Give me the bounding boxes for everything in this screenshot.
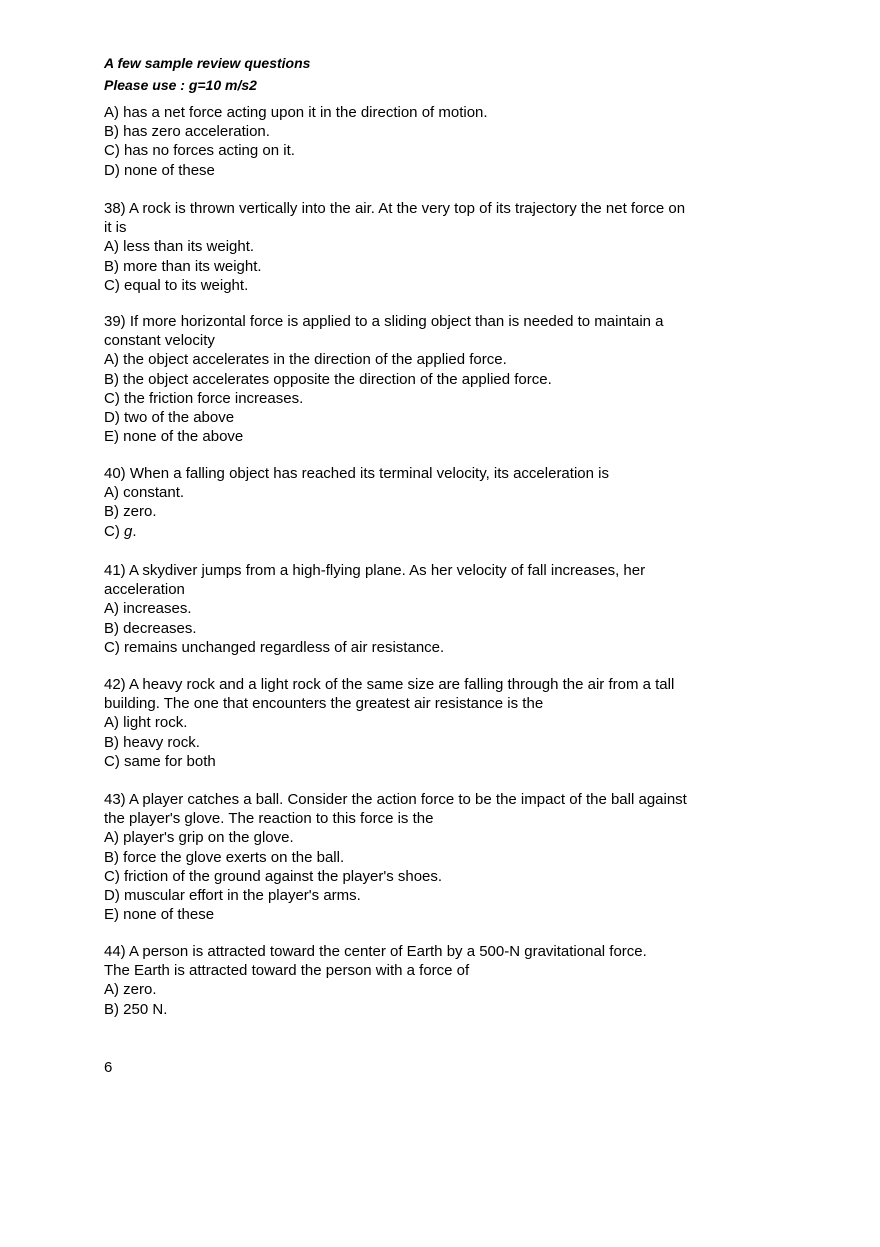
text-line: C) equal to its weight. bbox=[104, 276, 249, 294]
question-44 bbox=[104, 942, 764, 1019]
question-40 bbox=[104, 464, 764, 541]
text-line: B) more than its weight. bbox=[104, 257, 262, 275]
text-line: B) the object accelerates opposite the direction of the applied force. bbox=[104, 370, 552, 388]
text-line: E) none of the above bbox=[104, 428, 244, 446]
text-line bbox=[104, 522, 764, 541]
text-line: A) less than its weight. bbox=[104, 238, 255, 256]
text-line: 44) A person is attracted toward the center of Earth by a 500-N gravitational force. bbox=[104, 943, 647, 960]
question-41 bbox=[104, 561, 764, 657]
text-line: it is bbox=[104, 219, 127, 237]
text-line: B) zero. bbox=[104, 503, 157, 521]
text-line: A) light rock. bbox=[104, 714, 188, 732]
question-43 bbox=[104, 790, 764, 924]
option-prefix: C) bbox=[104, 522, 124, 540]
text-line: The Earth is attracted toward the person with a force of bbox=[104, 962, 470, 980]
option-italic-g: g bbox=[124, 522, 133, 540]
text-line: D) muscular effort in the player's arms. bbox=[104, 887, 361, 905]
text-line: B) has zero acceleration. bbox=[104, 123, 270, 141]
text-line: C) friction of the ground against the player's shoes. bbox=[104, 867, 443, 885]
page-subtitle: Please use : g=10 m/s2 bbox=[104, 77, 257, 93]
text-line: A) has a net force acting upon it in the direction of motion. bbox=[104, 104, 488, 121]
text-line: 38) A rock is thrown vertically into the air. At the very top of its trajectory the net force on bbox=[104, 200, 686, 217]
text-line: 40) When a falling object has reached its terminal velocity, its acceleration is bbox=[104, 465, 609, 482]
text-line: 41) A skydiver jumps from a high-flying plane. As her velocity of fall increases, her bbox=[104, 562, 646, 579]
text-line: building. The one that encounters the greatest air resistance is the bbox=[104, 695, 544, 713]
text-line: B) heavy rock. bbox=[104, 733, 200, 751]
text-line: D) two of the above bbox=[104, 409, 235, 427]
text-line: constant velocity bbox=[104, 332, 215, 350]
text-line: acceleration bbox=[104, 581, 185, 599]
text-line: D) none of these bbox=[104, 161, 215, 179]
text-line: A) player's grip on the glove. bbox=[104, 829, 294, 847]
text-line: E) none of these bbox=[104, 906, 215, 924]
question-38 bbox=[104, 199, 764, 295]
text-line: A) zero. bbox=[104, 981, 157, 999]
text-line: C) has no forces acting on it. bbox=[104, 142, 295, 160]
question-42 bbox=[104, 675, 764, 771]
question-39 bbox=[104, 312, 764, 446]
option-suffix: . bbox=[132, 522, 137, 540]
text-line: B) force the glove exerts on the ball. bbox=[104, 848, 345, 866]
text-line: B) decreases. bbox=[104, 619, 197, 637]
page-title: A few sample review questions bbox=[104, 55, 311, 71]
text-line: B) 250 N. bbox=[104, 1000, 168, 1018]
text-line: 42) A heavy rock and a light rock of the same size are falling through the air from a tall bbox=[104, 676, 675, 693]
text-line: A) the object accelerates in the direction of the applied force. bbox=[104, 351, 507, 369]
text-line: C) same for both bbox=[104, 752, 216, 770]
text-line: the player's glove. The reaction to this force is the bbox=[104, 810, 434, 828]
page-number: 6 bbox=[104, 1059, 113, 1076]
text-line: C) the friction force increases. bbox=[104, 389, 304, 407]
text-line: C) remains unchanged regardless of air resistance. bbox=[104, 638, 445, 656]
text-line: A) constant. bbox=[104, 484, 185, 502]
question-37-options bbox=[104, 103, 764, 180]
text-line: 43) A player catches a ball. Consider the action force to be the impact of the ball against bbox=[104, 791, 687, 808]
text-line: A) increases. bbox=[104, 600, 192, 618]
text-line: 39) If more horizontal force is applied to a sliding object than is needed to maintain a bbox=[104, 313, 664, 330]
